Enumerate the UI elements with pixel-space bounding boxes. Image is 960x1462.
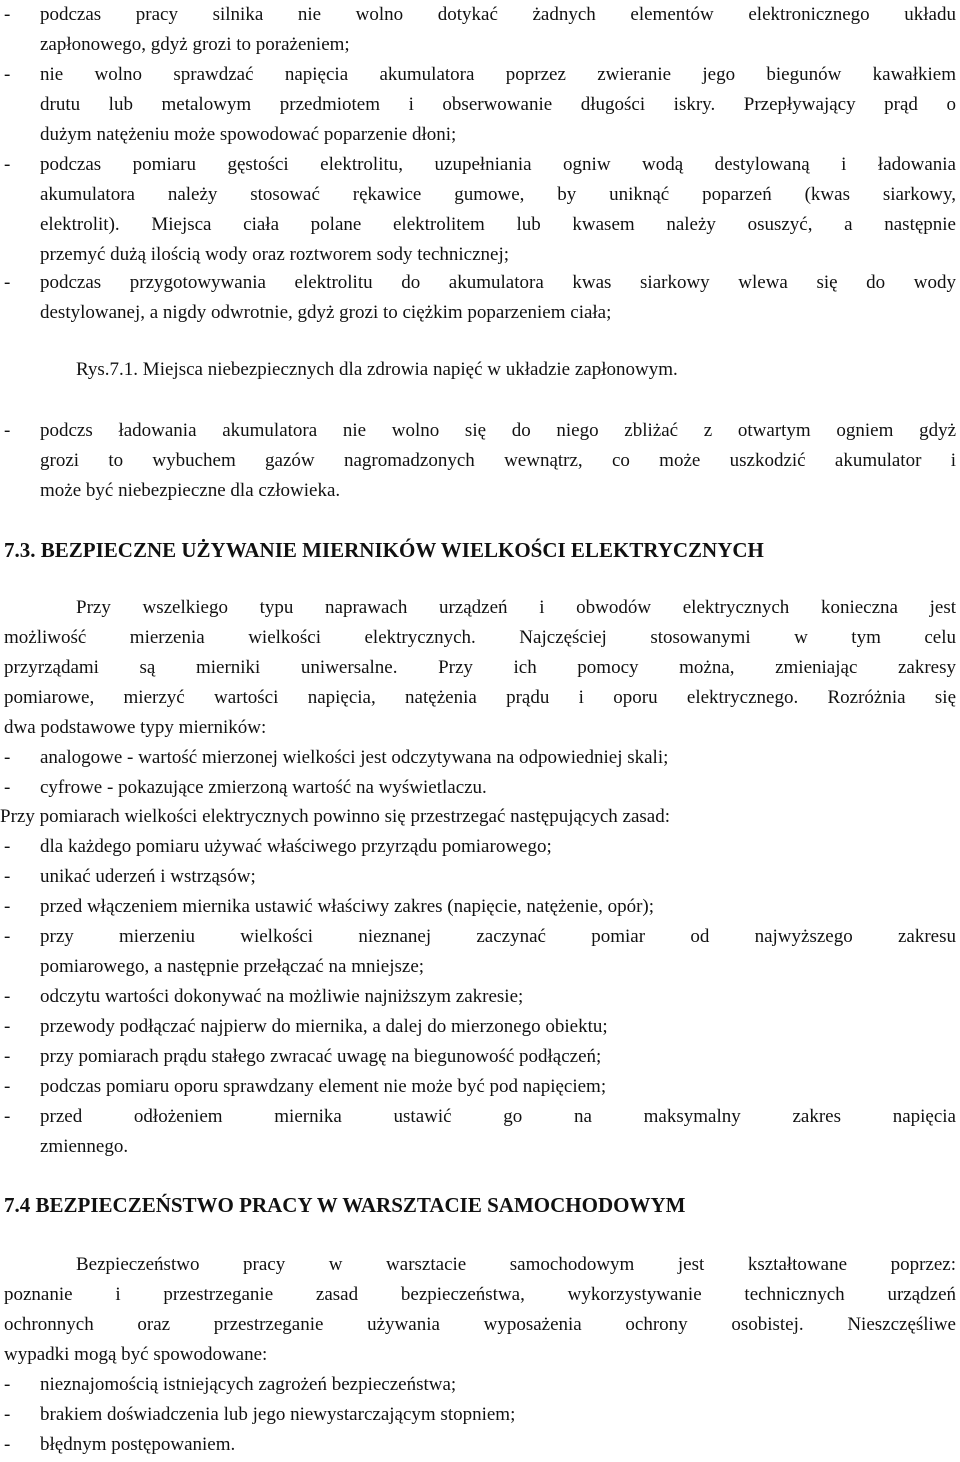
bullet-dash: -: [4, 896, 11, 917]
text-line: przed włączeniem miernika ustawić właściwy zakres (napięcie, natężenie, opór);: [40, 896, 655, 917]
text-line: pomiarowego, a następnie przełączać na mniejsze;: [40, 956, 425, 977]
bullet-dash: -: [4, 420, 11, 441]
text-line: Przy pomiarach wielkości elektrycznych powinno się przestrzegać następujących zasad:: [0, 806, 671, 827]
text-line: błędnym postępowaniem.: [40, 1434, 236, 1455]
bullet-dash: -: [4, 986, 11, 1007]
text-line: przemyć dużą ilością wody oraz roztworem sody technicznej;: [40, 244, 510, 265]
text-line: zmiennego.: [40, 1136, 129, 1157]
text-line: grozi to wybuchem gazów nagromadzonych wewnątrz, co może uszkodzić akumulator i: [40, 450, 956, 471]
bullet-dash: -: [4, 1374, 11, 1395]
text-line: podczas pracy silnika nie wolno dotykać żadnych elementów elektronicznego układu: [40, 4, 956, 25]
text-line: przy pomiarach prądu stałego zwracać uwagę na biegunowość podłączeń;: [40, 1046, 602, 1067]
text-line: przyrządami są mierniki uniwersalne. Przy ich pomocy można, zmieniając zakresy: [4, 657, 956, 678]
text-line: dużym natężeniu może spowodować poparzenie dłoni;: [40, 124, 457, 145]
bullet-dash: -: [4, 836, 11, 857]
text-line: cyfrowe - pokazujące zmierzoną wartość na wyświetlaczu.: [40, 777, 487, 798]
bullet-dash: -: [4, 272, 11, 293]
bullet-dash: -: [4, 1046, 11, 1067]
section-heading: 7.4 BEZPIECZEŃSTWO PRACY W WARSZTACIE SAMOCHODOWYM: [4, 1193, 686, 1217]
text-line: może być niebezpieczne dla człowieka.: [40, 480, 341, 501]
bullet-dash: -: [4, 866, 11, 887]
text-line: podczs ładowania akumulatora nie wolno się do niego zbliżać z otwartym ogniem gdyż: [40, 420, 956, 441]
text-line: brakiem doświadczenia lub jego niewystarczającym stopniem;: [40, 1404, 516, 1425]
text-line: destylowanej, a nigdy odwrotnie, gdyż grozi to ciężkim poparzeniem ciała;: [40, 302, 612, 323]
bullet-dash: -: [4, 154, 11, 175]
text-line: ochronnych oraz przestrzeganie używania wyposażenia ochrony osobistej. Nieszczęśliwe: [4, 1314, 956, 1335]
text-line: wypadki mogą być spowodowane:: [4, 1344, 268, 1365]
text-line: przed odłożeniem miernika ustawić go na maksymalny zakres napięcia: [40, 1106, 956, 1127]
text-line: podczas pomiaru gęstości elektrolitu, uzupełniania ogniw wodą destylowaną i ładowania: [40, 154, 956, 175]
figure-caption: Rys.7.1. Miejsca niebezpiecznych dla zdrowia napięć w układzie zapłonowym.: [76, 359, 678, 380]
bullet-dash: -: [4, 777, 11, 798]
text-line: Bezpieczeństwo pracy w warsztacie samochodowym jest kształtowane poprzez:: [76, 1254, 956, 1275]
text-line: akumulatora należy stosować rękawice gumowe, by uniknąć poparzeń (kwas siarkowy,: [40, 184, 956, 205]
text-line: analogowe - wartość mierzonej wielkości jest odczytywana na odpowiedniej skali;: [40, 747, 669, 768]
text-line: nieznajomością istniejących zagrożeń bezpieczeństwa;: [40, 1374, 457, 1395]
text-line: zapłonowego, gdyż grozi to porażeniem;: [40, 34, 350, 55]
bullet-dash: -: [4, 1076, 11, 1097]
text-line: dla każdego pomiaru używać właściwego przyrządu pomiarowego;: [40, 836, 552, 857]
text-line: drutu lub metalowym przedmiotem i obserwowanie długości iskry. Przepływający prąd o: [40, 94, 956, 115]
text-line: przy mierzeniu wielkości nieznanej zaczynać pomiar od najwyższego zakresu: [40, 926, 956, 947]
text-line: nie wolno sprawdzać napięcia akumulatora poprzez zwieranie jego biegunów kawałkiem: [40, 64, 956, 85]
bullet-dash: -: [4, 1106, 11, 1127]
bullet-dash: -: [4, 747, 11, 768]
bullet-dash: -: [4, 64, 11, 85]
bullet-dash: -: [4, 1404, 11, 1425]
text-line: możliwość mierzenia wielkości elektrycznych. Najczęściej stosowanymi w tym celu: [4, 627, 956, 648]
bullet-dash: -: [4, 1434, 11, 1455]
text-line: dwa podstawowe typy mierników:: [4, 717, 267, 738]
text-line: poznanie i przestrzeganie zasad bezpieczeństwa, wykorzystywanie technicznych urządzeń: [4, 1284, 956, 1305]
bullet-dash: -: [4, 926, 11, 947]
bullet-dash: -: [4, 1016, 11, 1037]
section-heading: 7.3. BEZPIECZNE UŻYWANIE MIERNIKÓW WIELKOŚCI ELEKTRYCZNYCH: [4, 538, 764, 562]
text-line: unikać uderzeń i wstrząsów;: [40, 866, 256, 887]
text-line: przewody podłączać najpierw do miernika, a dalej do mierzonego obiektu;: [40, 1016, 608, 1037]
text-line: pomiarowe, mierzyć wartości napięcia, natężenia prądu i oporu elektrycznego. Rozróżnia się: [4, 687, 956, 708]
text-line: Przy wszelkiego typu naprawach urządzeń i obwodów elektrycznych konieczna jest: [76, 597, 956, 618]
text-line: podczas pomiaru oporu sprawdzany element nie może być pod napięciem;: [40, 1076, 607, 1097]
text-line: odczytu wartości dokonywać na możliwie najniższym zakresie;: [40, 986, 524, 1007]
text-line: elektrolit). Miejsca ciała polane elektrolitem lub kwasem należy osuszyć, a następnie: [40, 214, 956, 235]
bullet-dash: -: [4, 4, 11, 25]
text-line: podczas przygotowywania elektrolitu do akumulatora kwas siarkowy wlewa się do wody: [40, 272, 956, 293]
